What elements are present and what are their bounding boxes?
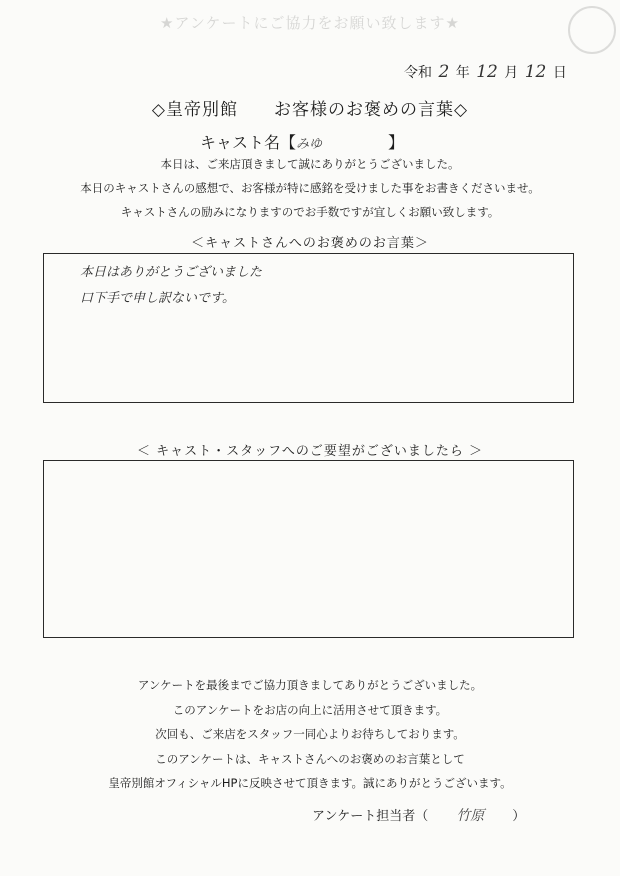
intro-line: 本日のキャストさんの感想で、お客様が特に感銘を受けました事をお書きくださいませ。 [80,181,540,195]
praise-comment-box[interactable] [43,253,574,403]
praise-section-label: ＜キャストさんへのお褒めのお言葉＞ [191,236,429,251]
request-section-label: ＜ キャスト・スタッフへのご要望がございましたら ＞ [136,444,483,459]
faint-header-text: ★アンケートにご協力をお願い致します★ [160,14,460,32]
cast-name-value: みゆ [296,137,323,152]
intro-line: 本日は、ご来店頂きまして誠にありがとうございました。 [160,157,460,171]
signer-label: アンケート担当者（ [312,809,429,824]
faint-stamp-mark [568,6,616,54]
date-year: 2 [438,62,450,82]
signer-name: 竹原 [456,808,485,824]
cast-name-close: 】 [388,133,405,152]
signer-close: ） [512,809,526,824]
page-title: ◇皇帝別館 お客様のお褒めの言葉◇ [151,100,469,120]
date-day: 12 [524,62,547,82]
request-comment-box[interactable] [43,460,574,638]
closing-line: このアンケートは、キャストさんへのお褒めのお言葉として [155,751,465,766]
date-year-suffix: 年 [455,65,470,81]
date-month: 12 [476,62,498,82]
closing-line: 皇帝別館オフィシャルHPに反映させて頂きます。誠にありがとうございます。 [108,776,512,790]
intro-line: キャストさんの励みになりますのでお手数ですが宜しくお願い致します。 [120,205,500,219]
date-day-suffix: 日 [552,65,567,81]
praise-handwritten-text [80,260,262,312]
date-era: 令和 [404,65,432,81]
date-line [404,62,567,82]
survey-signer [312,805,525,825]
cast-name-label: キャスト名【 [200,133,297,152]
closing-line: 次回も、ご来店をスタッフ一同心よりお待ちしております。 [155,727,465,741]
intro-text [0,152,620,224]
date-month-suffix: 月 [504,65,519,81]
closing-text [0,673,620,796]
cast-name-line [200,130,404,153]
closing-line: アンケートを最後までご協力頂きましてありがとうございました。 [137,678,483,692]
closing-line: このアンケートをお店の向上に活用させて頂きます。 [172,702,448,717]
praise-handwritten-line: 本日はありがとうございました [80,265,263,280]
praise-handwritten-line: 口下手で申し訳ないです。 [80,291,235,306]
